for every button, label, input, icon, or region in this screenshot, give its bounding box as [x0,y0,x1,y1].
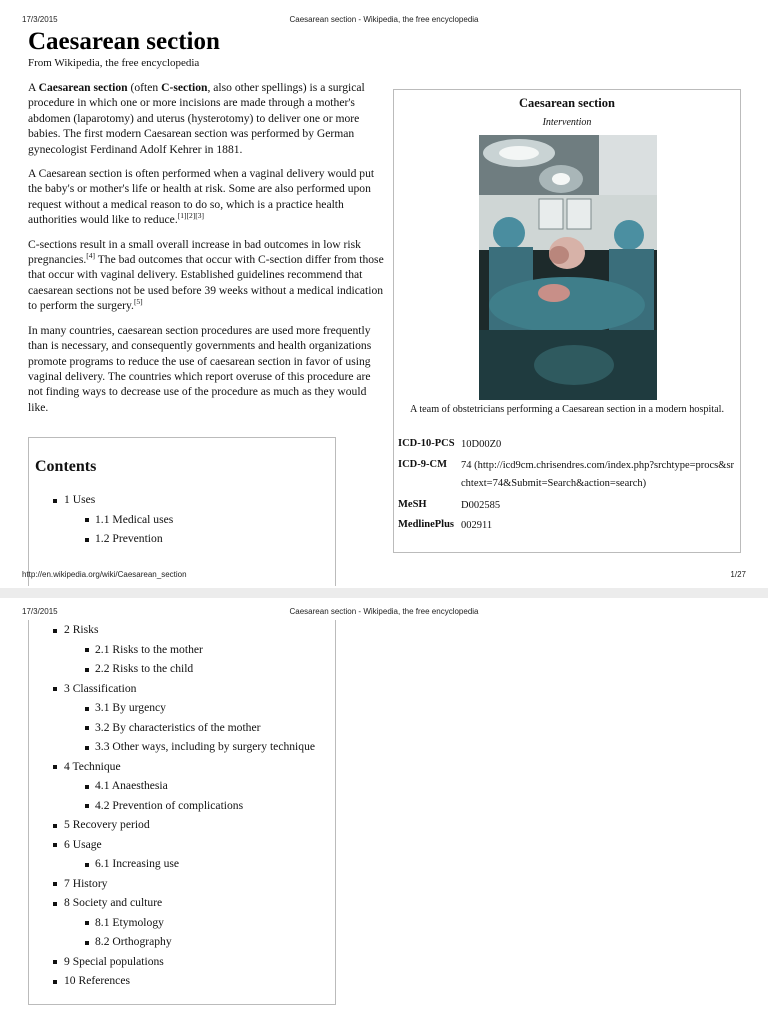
bold-term: Caesarean section [38,81,128,94]
toc-item[interactable]: 8 Society and culture [29,893,335,913]
toc-subitem[interactable]: 4.2 Prevention of complications [29,796,335,816]
toc-subitem[interactable]: 8.1 Etymology [29,913,335,933]
infobox-title: Caesarean section [519,96,615,110]
infobox-row [398,517,738,536]
row-value[interactable]: 10D00Z0 [461,439,502,450]
surgery-photo[interactable] [479,135,657,400]
toc-item[interactable]: 10 References [29,971,335,991]
citation-link[interactable]: [5] [133,297,143,307]
row-value[interactable]: 002911 [461,520,493,531]
page-separator [0,588,768,598]
row-label: ICD-10-PCS [398,438,455,449]
paragraph-overuse: In many countries, caesarean section procedures are used more frequently than is necessary, and consequently governments and health organizations promote programs to reduce the use of caesarean section in favor of using vaginal delivery. The countries which report overuse of this procedure are not finding ways to decrease use of the procedure as much as they would like. [28,323,372,414]
print-title: Caesarean section - Wikipedia, the free encyclopedia [289,607,479,616]
row-label: MeSH [398,498,427,510]
row-value[interactable]: 74 (http://icd9cm.chrisendres.com/index.php?srchtype=procs&srchtext=74&Submit=Search&action=search) [461,459,735,489]
pdf-page-2 [0,600,768,1024]
page-number: 1/27 [730,570,746,579]
toc-subitem[interactable]: 1.1 Medical uses [29,510,335,530]
toc-subitem[interactable]: 2.1 Risks to the mother [29,640,335,660]
toc-subitem[interactable]: 2.2 Risks to the child [29,659,335,679]
contents-title: Contents [35,458,97,475]
print-title: Caesarean section - Wikipedia, the free encyclopedia [289,15,479,24]
toc-item[interactable]: 3 Classification [29,679,335,699]
toc-item[interactable]: 1 Uses [29,490,335,510]
toc-item[interactable]: 5 Recovery period [29,815,335,835]
toc-subitem[interactable]: 4.1 Anaesthesia [29,776,335,796]
row-label: MedlinePlus [398,519,455,530]
infobox [393,89,741,553]
article-source: From Wikipedia, the free encyclopedia [28,57,200,69]
infobox-caption: A team of obstetricians performing a Caesarean section in a modern hospital. [409,404,725,415]
infobox-row [398,497,738,516]
article-body [28,80,384,424]
paragraph-intro: A Caesarean section (often C-section, also other spellings) is a surgical procedure in which one or more incisions are made through a mother's abdomen (laparotomy) and uterus (hysterotomy) to deliver one or more babies. The first modern Caesarean section was performed by German gynecologist Ferdinand Adolf Kehrer in 1881. [28,81,365,156]
print-date: 17/3/2015 [22,607,58,616]
print-date: 17/3/2015 [22,15,58,24]
bold-term: C-section [161,81,208,94]
paragraph-outcomes: C-sections result in a small overall increase in bad outcomes in low risk pregnancies.[4] The bad outcomes that occur with C-section differ from those that occur with vaginal delivery. Established guidelines recommend that caesarean sections not be used before 39 weeks without a medical indication to perform the surgery.[5] [28,237,384,313]
paragraph-indications: A Caesarean section is often performed when a vaginal delivery would put the baby's or mother's life or health at risk. Some are also performed upon request without a medical reason to do so, which is a practice health authorities would like to reduce.[1][2][3] [28,167,375,227]
toc-subitem[interactable]: 6.1 Increasing use [29,854,335,874]
surgery-photo-illustration [479,135,657,400]
citation-link[interactable]: [1][2][3] [177,211,204,221]
toc-item[interactable]: 6 Usage [29,835,335,855]
infobox-codes [398,436,738,536]
toc-subitem[interactable]: 1.2 Prevention [29,529,335,549]
article-title: Caesarean section [28,28,220,55]
infobox-row [398,457,738,494]
toc-subitem[interactable]: 3.2 By characteristics of the mother [29,718,335,738]
row-label: ICD-9-CM [398,458,447,470]
page-url: http://en.wikipedia.org/wiki/Caesarean_section [22,570,187,579]
contents-box [28,437,336,586]
toc-item[interactable]: 7 History [29,874,335,894]
infobox-subtitle: Intervention [542,117,592,128]
contents-box-continued [28,620,336,1005]
toc-subitem[interactable]: 3.1 By urgency [29,698,335,718]
citation-link[interactable]: [4] [86,251,96,261]
infobox-row [398,436,738,455]
toc-item[interactable]: 9 Special populations [29,952,335,972]
toc-subitem[interactable]: 8.2 Orthography [29,932,335,952]
toc-item[interactable]: 2 Risks [29,620,335,640]
row-value[interactable]: D002585 [461,499,501,511]
toc-subitem[interactable]: 3.3 Other ways, including by surgery technique [29,737,335,757]
toc-item[interactable]: 4 Technique [29,757,335,777]
